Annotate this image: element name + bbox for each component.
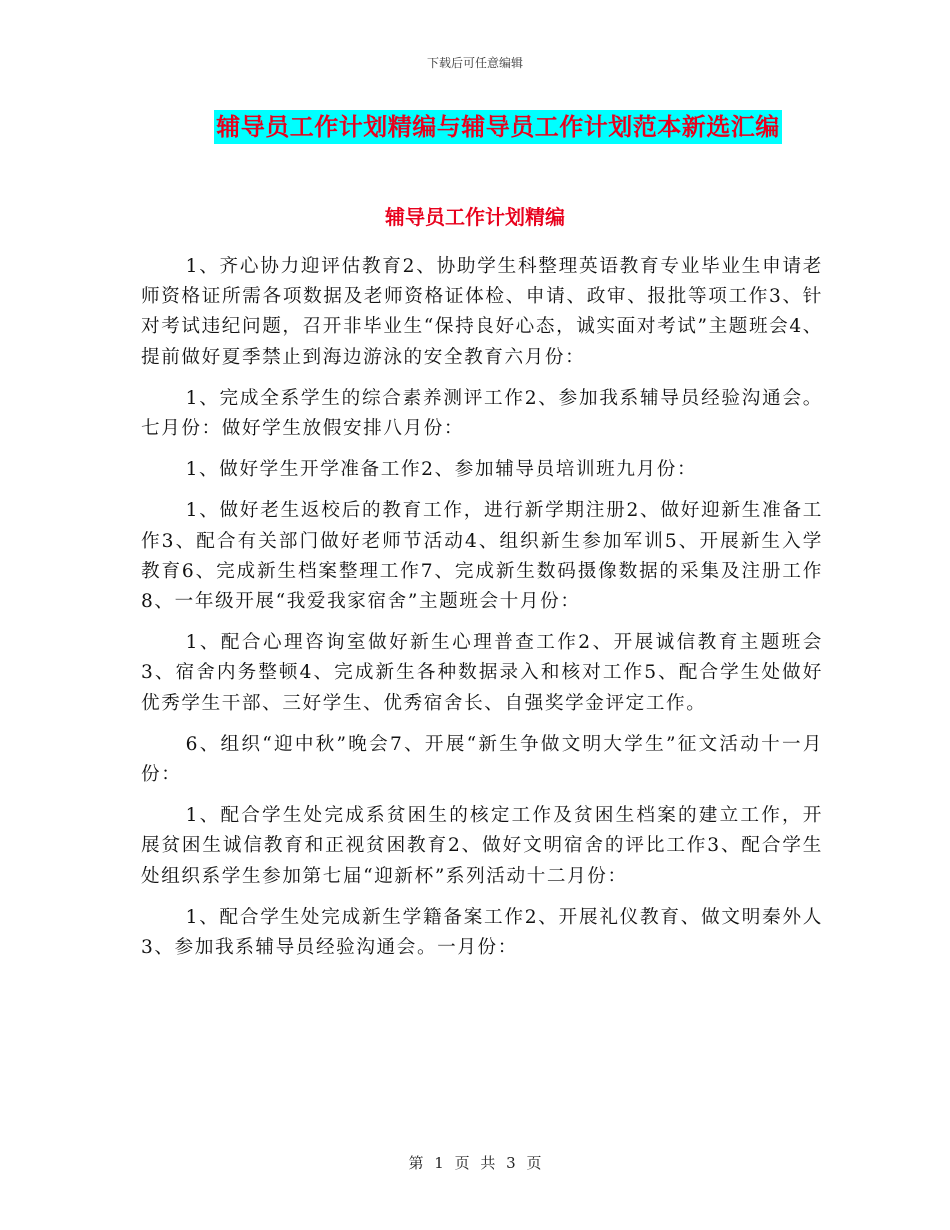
paragraph: 1、配合学生处完成系贫困生的核定工作及贫困生档案的建立工作，开展贫困生诚信教育和正视贫困教育2、做好文明宿舍的评比工作3、配合学生处组织系学生参加第七届“迎新杯”系列活动十二月份： [141,805,823,887]
paragraph: 1、完成全系学生的综合素养测评工作2、参加我系辅导员经验沟通会。七月份：做好学生放假安排八月份： [141,387,823,440]
page-number-footer: 第 1 页 共 3 页 [408,1154,542,1172]
header-note: 下载后可任意编辑 [426,56,523,70]
paragraph: 6、组织“迎中秋”晚会7、开展“新生争做文明大学生”征文活动十一月份： [141,733,823,786]
paragraph: 1、做好老生返校后的教育工作，进行新学期注册2、做好迎新生准备工作3、配合有关部门做好老师节活动4、组织新生参加军训5、开展新生入学教育6、完成新生档案整理工作7、完成新生数码摄像数据的采集及注册工作8、一年级开展“我爱我家宿舍”主题班会十月份： [141,500,823,613]
document-title: 辅导员工作计划精编与辅导员工作计划范本新选汇编 [214,110,782,144]
paragraph: 1、配合学生处完成新生学籍备案工作2、开展礼仪教育、做文明秦外人3、参加我系辅导员经验沟通会。一月份： [141,906,823,959]
section-title: 辅导员工作计划精编 [385,205,565,229]
document-title-container [0,110,950,144]
paragraph: 1、做好学生开学准备工作2、参加辅导员培训班九月份： [185,459,698,481]
paragraph: 1、齐心协力迎评估教育2、协助学生科整理英语教育专业毕业生申请老师资格证所需各项数据及老师资格证体检、申请、政审、报批等项工作3、针对考试违纪问题，召开非毕业生“保持良好心态，诚实面对考试”主题班会4、提前做好夏季禁止到海边游泳的安全教育六月份： [141,256,823,368]
paragraph: 1、配合心理咨询室做好新生心理普查工作2、开展诚信教育主题班会3、宿舍内务整顿4、完成新生各种数据录入和核对工作5、配合学生处做好优秀学生干部、三好学生、优秀宿舍长、自强奖学金评定工作。 [141,632,823,714]
document-body [141,252,823,974]
